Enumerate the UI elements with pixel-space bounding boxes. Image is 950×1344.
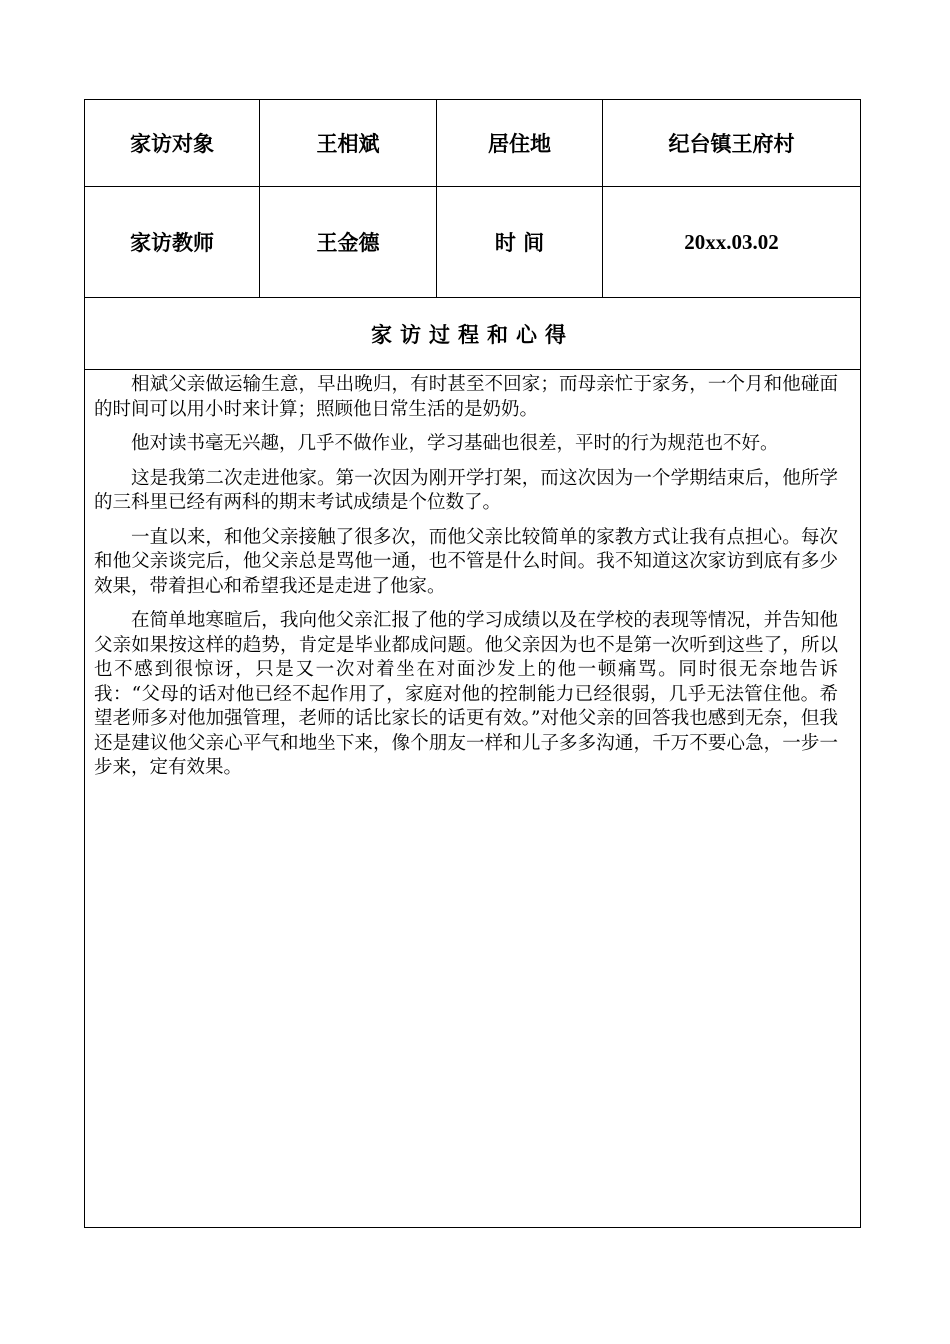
- paragraph: 这是我第二次走进他家。第一次因为刚开学打架，而这次因为一个学期结束后，他所学的三科里已经有两科的期末考试成绩是个位数了。: [94, 467, 838, 513]
- paragraph: 他对读书毫无兴趣，几乎不做作业，学习基础也很差，平时的行为规范也不好。: [131, 433, 779, 454]
- value-student-name: 王相斌: [260, 100, 437, 186]
- form-row-subject: [85, 100, 860, 187]
- value-date: 20xx.03.02: [684, 229, 779, 254]
- section-header-row: [85, 298, 860, 370]
- value-residence: 纪台镇王府村: [668, 132, 795, 156]
- visit-notes: [94, 373, 838, 791]
- home-visit-form: [84, 99, 861, 1228]
- value-teacher-name: 王金德: [260, 187, 437, 297]
- paragraph: 在简单地寒暄后，我向他父亲汇报了他的学习成绩以及在学校的表现等情况，并告知他父亲如果按这样的趋势，肯定是毕业都成问题。他父亲因为也不是第一次听到这些了，所以也不感到很惊讶，只是又一次对着坐在对面沙发上的他一顿痛骂。同时很无奈地告诉我：“父母的话对他已经不起作用了，家庭对他的控制能力已经很弱，几乎无法管住他。希望老师多对他加强管理，老师的话比家长的话更有效。”对他父亲的回答我也感到无奈，但我还是建议他父亲心平气和地坐下来，像个朋友一样和儿子多多沟通，千万不要心急，一步一步来，定有效果。: [94, 610, 838, 778]
- form-row-teacher: [85, 187, 860, 298]
- label-visit-teacher: 家访教师: [85, 187, 260, 297]
- label-visit-subject: 家访对象: [85, 100, 260, 186]
- label-time: 时 间: [437, 187, 603, 297]
- paragraph: 一直以来，和他父亲接触了很多次，而他父亲比较简单的家教方式让我有点担心。每次和他父亲谈完后，他父亲总是骂他一通，也不管是什么时间。我不知道这次家访到底有多少效果，带着担心和希望我还是走进了他家。: [94, 526, 838, 597]
- label-residence: 居住地: [437, 100, 603, 186]
- paragraph: 相斌父亲做运输生意，早出晚归，有时甚至不回家；而母亲忙于家务，一个月和他碰面的时间可以用小时来计算；照顾他日常生活的是奶奶。: [94, 374, 838, 420]
- section-title: 家访过程和心得: [371, 322, 574, 347]
